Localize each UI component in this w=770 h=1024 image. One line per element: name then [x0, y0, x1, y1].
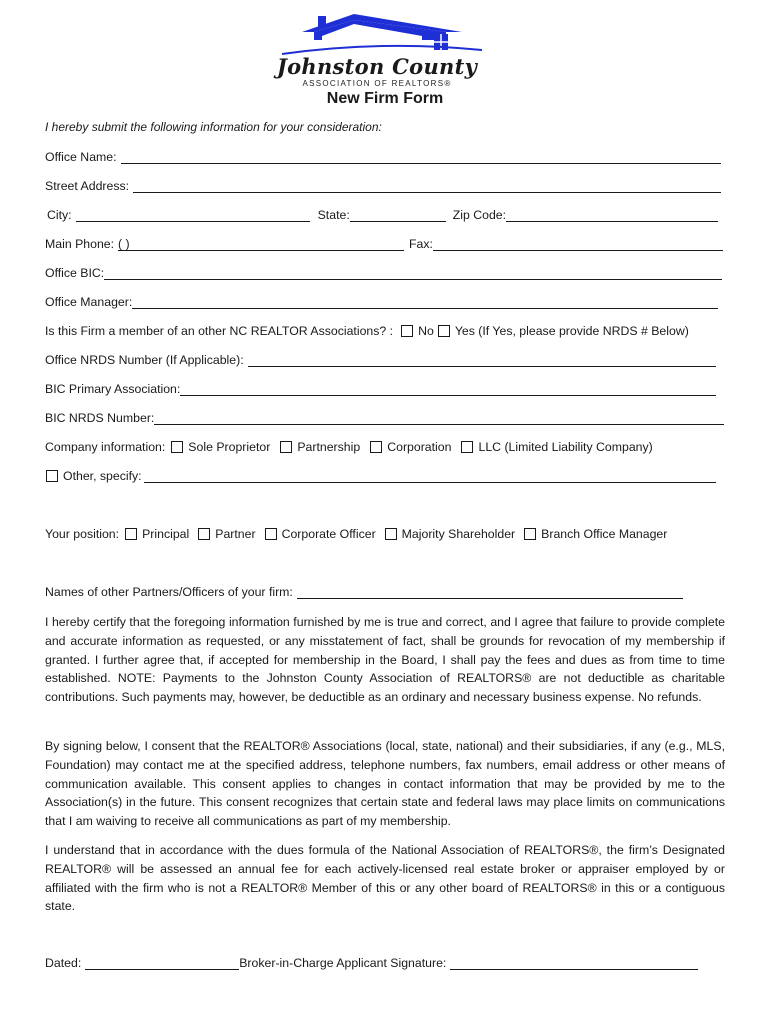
bic-signature-label: Broker-in-Charge Applicant Signature: [239, 956, 447, 970]
principal-label: Principal [142, 527, 190, 541]
member-question-label: Is this Firm a member of an other NC REALTOR Associations? : [45, 324, 394, 338]
office-name-field[interactable] [121, 150, 721, 164]
llc-label: LLC (Limited Liability Company) [478, 440, 653, 454]
house-roof-icon [262, 10, 492, 58]
logo-name: Johnston County [276, 54, 478, 79]
bic-signature-field[interactable] [450, 956, 698, 970]
member-no-checkbox[interactable] [401, 325, 413, 337]
partner-checkbox[interactable] [198, 528, 210, 540]
llc-checkbox[interactable] [461, 441, 473, 453]
office-manager-field[interactable] [132, 295, 718, 309]
partnership-checkbox[interactable] [280, 441, 292, 453]
member-no-label: No [418, 324, 434, 338]
principal-checkbox[interactable] [125, 528, 137, 540]
company-info-row [45, 440, 653, 454]
phone-fax-row [45, 237, 723, 251]
office-name-row [45, 150, 721, 164]
bic-nrds-field[interactable] [154, 411, 724, 425]
city-field[interactable] [76, 208, 310, 222]
zip-label: Zip Code: [452, 208, 507, 222]
bic-nrds-label: BIC NRDS Number: [45, 411, 155, 425]
corporation-label: Corporation [387, 440, 452, 454]
certify-paragraph: I hereby certify that the foregoing information furnished by me is true and correct, and I agree that failure to provide complete and accurate information as requested, or any misstatement of fact, shall be grounds for revocation of my membership if granted. I further agree that, if accepted for membership in the Board, I shall pay the fees and dues as from time to time established. NOTE: Payments to the Johnston County Association of REALTORS® are not deductible as charitable contributions. Such payments may, however, be deductible as an ordinary and necessary business expense. No refunds. [45, 615, 725, 705]
office-bic-field[interactable] [104, 266, 722, 280]
dated-field[interactable] [85, 956, 239, 970]
state-label: State: [317, 208, 350, 222]
dues-paragraph: I understand that in accordance with the dues formula of the National Association of REALTORS®, the firm’s Designated REALTOR® will be assessed an annual fee for each actively-licensed real estate broker or appraiser employed by or affiliated with the firm who is not a REALTOR® Member of this or any other board of REALTORS® in this or a contiguous state. [45, 843, 725, 914]
city-label: City: [47, 208, 72, 222]
corporation-checkbox[interactable] [370, 441, 382, 453]
street-address-label: Street Address: [45, 179, 130, 193]
office-nrds-field[interactable] [248, 353, 716, 367]
other-checkbox[interactable] [46, 470, 58, 482]
names-other-row [45, 585, 683, 599]
city-state-zip-row [47, 208, 718, 222]
phone-area-code: ( ) [118, 237, 130, 251]
sole-proprietor-checkbox[interactable] [171, 441, 183, 453]
your-position-label: Your position: [45, 527, 120, 541]
partnership-label: Partnership [297, 440, 361, 454]
sole-proprietor-label: Sole Proprietor [188, 440, 271, 454]
office-name-label: Office Name: [45, 150, 117, 164]
office-manager-label: Office Manager: [45, 295, 133, 309]
member-yes-label: Yes (If Yes, please provide NRDS # Below) [454, 324, 689, 338]
consent-paragraph: By signing below, I consent that the REALTOR® Associations (local, state, national) and their subsidiaries, if any (e.g., MLS, Foundation) may contact me at the specified address, telephone numbers, fax numbers, email address or other means of communication available. This consent applies to changes in contact information that may be provided by me to the Association(s) in the future. This consent recognizes that certain state and federal laws may place limits on communications that I am waiving to receive all communications as part of my membership. [45, 739, 725, 829]
corporate-officer-label: Corporate Officer [281, 527, 376, 541]
names-other-field[interactable] [297, 585, 683, 599]
office-manager-row [45, 295, 718, 309]
johnston-county-logo [262, 10, 492, 90]
zip-field[interactable] [506, 208, 718, 222]
branch-office-manager-checkbox[interactable] [524, 528, 536, 540]
majority-shareholder-label: Majority Shareholder [401, 527, 516, 541]
partner-label: Partner [215, 527, 256, 541]
dated-label: Dated: [45, 956, 82, 970]
bic-primary-row [45, 382, 716, 396]
bic-primary-label: BIC Primary Association: [45, 382, 181, 396]
names-other-label: Names of other Partners/Officers of your firm: [45, 585, 293, 599]
office-bic-row [45, 266, 722, 280]
majority-shareholder-checkbox[interactable] [385, 528, 397, 540]
other-specify-row [45, 469, 716, 483]
fax-field[interactable] [433, 237, 723, 251]
logo-subtitle: ASSOCIATION OF REALTORS® [302, 79, 452, 88]
office-nrds-label: Office NRDS Number (If Applicable): [45, 353, 244, 367]
main-phone-label: Main Phone: [45, 237, 115, 251]
bic-primary-field[interactable] [180, 382, 716, 396]
form-title: New Firm Form [326, 90, 444, 107]
office-bic-label: Office BIC: [45, 266, 105, 280]
fax-label: Fax: [409, 237, 433, 251]
signature-row [45, 956, 698, 970]
office-nrds-row [45, 353, 716, 367]
street-address-field[interactable] [133, 179, 721, 193]
company-info-label: Company information: [45, 440, 166, 454]
state-field[interactable] [350, 208, 446, 222]
your-position-row [45, 527, 667, 541]
main-phone-field[interactable] [118, 237, 404, 251]
member-yes-checkbox[interactable] [438, 325, 450, 337]
bic-nrds-row [45, 411, 724, 425]
street-address-row [45, 179, 721, 193]
other-specify-label: Other, specify: [63, 469, 142, 483]
member-question-row [45, 324, 689, 338]
corporate-officer-checkbox[interactable] [265, 528, 277, 540]
other-specify-field[interactable] [144, 469, 716, 483]
branch-office-manager-label: Branch Office Manager [541, 527, 668, 541]
form-intro: I hereby submit the following information for your consideration: [45, 120, 382, 134]
